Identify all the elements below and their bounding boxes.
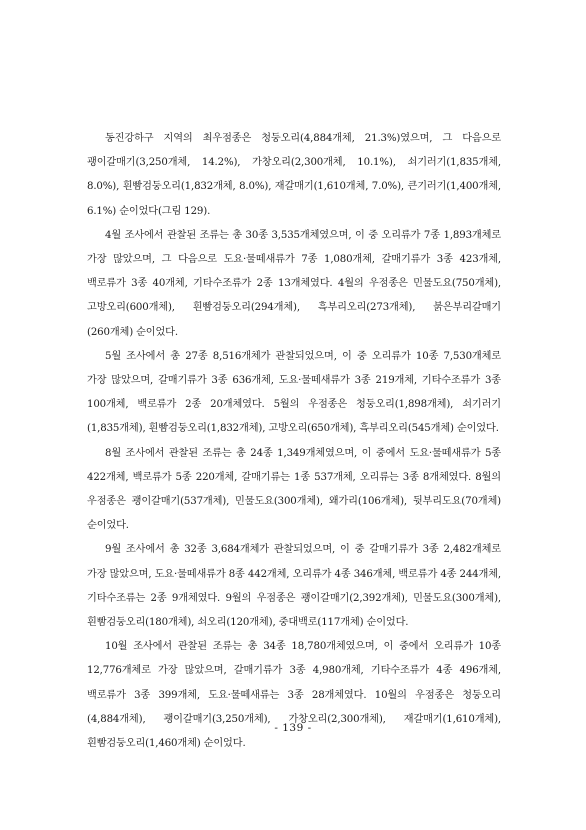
page-number: - 139 - xyxy=(274,722,312,734)
paragraph-may: 5월 조사에서 총 27종 8,516개체가 관찰되었으며, 이 중 오리류가 10종 7,530개체로 가장 많았으며, 갈매기류가 3종 636개체, 도요·물떼새류가 3종 219개체, 기타수조류가 3종 100개체, 백로류가 2종 20개체였다. 5월의 우점종은 청둥오리(1,898개체), 쇠기러기(1,835개체), 흰빰검둥오리(1,832개체), 고방오리(650개체), 흑부리오리(545개체) 순이었다. xyxy=(87,350,501,435)
paragraph-october: 10월 조사에서 관찰된 조류는 총 34종 18,780개체였으며, 이 중에서 오리류가 10종 12,776개체로 가장 많았으며, 갈매기류가 3종 4,980개체, 기타수조류가 4종 496개체, 백로류가 3종 399개체, 도요·물떼새류는 3종 28개체였다. 10월의 우점종은 청둥오리(4,884개체), 괭이갈매기(3,250개체), 가창오리(2,300개체), 재갈매기(1,610개체), 흰빰검둥오리(1,460개체) 순이었다. xyxy=(87,641,501,750)
document-body xyxy=(87,127,501,756)
paragraph-september: 9월 조사에서 총 32종 3,684개체가 관찰되었으며, 이 중 갈매기류가 3종 2,482개체로 가장 많았으며, 도요·물떼새류가 8종 442개체, 오리류가 4종 346개체, 백로류가 4종 244개체, 기타수조류는 2종 9개체였다. 9월의 우점종은 괭이갈매기(2,392개체), 민물도요(300개체), 흰빰검둥오리(180개체), 쇠오리(120개체), 중대백로(117개체) 순이었다. xyxy=(87,544,501,629)
paragraph-summary: 동진강하구 지역의 최우점종은 청둥오리(4,884개체, 21.3%)였으며, 그 다음으로 괭이갈매기(3,250개체, 14.2%), 가창오리(2,300개체, 10.1%), 쇠기러기(1,835개체, 8.0%), 흰빰검둥오리(1,832개체, 8.0%), 재갈매기(1,610개체, 7.0%), 큰기러기(1,400개체, 6.1%) 순이었다(그림 129). xyxy=(87,133,501,217)
paragraph-april: 4월 조사에서 관찰된 조류는 총 30종 3,535개체였으며, 이 중 오리류가 7종 1,893개체로 가장 많았으며, 그 다음으로 도요·물떼새류가 7종 1,080개체, 갈매기류가 3종 423개체, 백로류가 3종 40개체, 기타수조류가 2종 13개체였다. 4월의 우점종은 민물도요(750개체), 고방오리(600개체), 흰빰검둥오리(294개체), 흑부리오리(273개체), 붉은부리갈매기(260개체) 순이었다. xyxy=(87,229,501,338)
paragraph-august: 8월 조사에서 관찰된 조류는 총 24종 1,349개체였으며, 이 중에서 도요·물떼새류가 5종 422개체, 백로류가 5종 220개체, 갈매기류는 1종 537개체, 오리류는 3종 8개체였다. 8월의 우점종은 괭이갈매기(537개체), 민물도요(300개체), 왜가리(106개체), 뒷부리도요(70개체) 순이었다. xyxy=(87,447,501,532)
